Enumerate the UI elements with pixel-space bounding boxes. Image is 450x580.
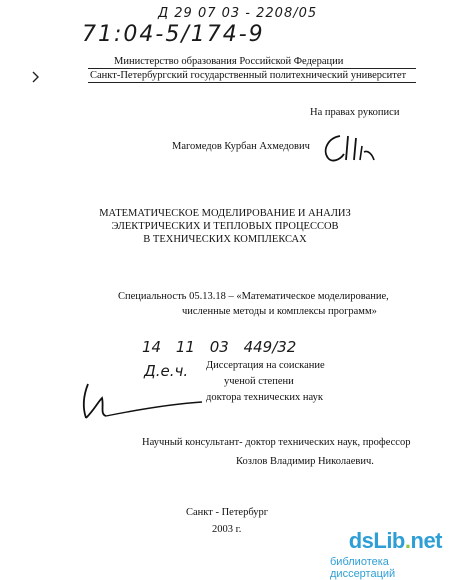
- supervisor-signature: [76, 380, 206, 424]
- ministry-line: Министерство образования Российской Федерации: [114, 56, 344, 67]
- dissertation-line-3: доктора технических наук: [206, 392, 323, 403]
- specialty-line-1: Специальность 05.13.18 – «Математическое моделирование,: [118, 291, 389, 302]
- year: 2003 г.: [212, 524, 242, 535]
- thesis-title-line-1: МАТЕМАТИЧЕСКОЕ МОДЕЛИРОВАНИЕ И АНАЛИЗ: [99, 208, 351, 219]
- thesis-title-line-2: ЭЛЕКТРИЧЕСКИХ И ТЕПЛОВЫХ ПРОЦЕССОВ: [111, 221, 339, 232]
- header-rule-bottom: [88, 82, 416, 83]
- dslib-logo: dsLib.net: [348, 528, 442, 553]
- handwritten-initials: Д.е.ч.: [144, 362, 189, 380]
- consultant-line-1: Научный консультант- доктор технических наук, профессор: [142, 437, 411, 448]
- header-rule-top: [88, 68, 416, 69]
- university-line: Санкт-Петербургский государственный политехнический университет: [90, 70, 407, 81]
- dissertation-line-2: ученой степени: [224, 376, 294, 387]
- dissertation-line-1: Диссертация на соискание: [206, 360, 325, 371]
- thesis-title-line-3: В ТЕХНИЧЕСКИХ КОМПЛЕКСАХ: [143, 234, 307, 245]
- dslib-subtitle: библиотека диссертаций: [330, 556, 396, 580]
- author-name: Магомедов Курбан Ахмедович: [172, 141, 310, 152]
- consultant-line-2: Козлов Владимир Николаевич.: [236, 456, 374, 467]
- handwritten-code: 71:04-5/174-9: [82, 22, 265, 47]
- dslib-watermark: [330, 526, 442, 580]
- corner-mark: [32, 70, 40, 82]
- handwritten-registration: Д 29 07 03 - 2208/05: [158, 6, 318, 21]
- city: Санкт - Петербург: [186, 507, 269, 518]
- manuscript-rights: На правах рукописи: [310, 107, 400, 118]
- author-signature: [318, 130, 380, 168]
- specialty-line-2: численные методы и комплексы программ»: [182, 306, 377, 317]
- handwritten-date-stamp: 14 11 03 449/32: [142, 338, 297, 356]
